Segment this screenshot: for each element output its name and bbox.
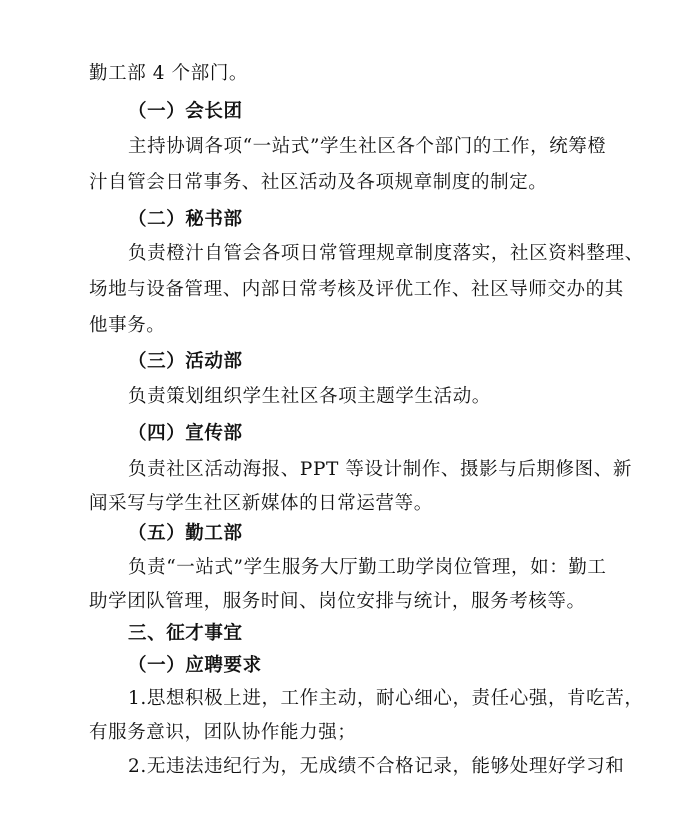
paragraph-line: 场地与设备管理、内部日常考核及评优工作、社区导师交办的其 <box>89 279 624 300</box>
section-heading-publicity: （四）宣传部 <box>128 423 243 444</box>
section-heading-workstudy: （五）勤工部 <box>128 523 243 544</box>
paragraph-line: 负责“一站式”学生服务大厅勤工助学岗位管理，如：勤工 <box>128 557 607 578</box>
section-heading-activities: （三）活动部 <box>128 351 243 372</box>
paragraph-line: 负责策划组织学生社区各项主题学生活动。 <box>128 386 491 407</box>
paragraph-line: 负责社区活动海报、PPT 等设计制作、摄影与后期修图、新 <box>128 459 632 480</box>
section-heading-secretariat: （二）秘书部 <box>128 209 243 230</box>
paragraph-line: 有服务意识，团队协作能力强； <box>89 722 357 743</box>
paragraph-line: 负责橙汁自管会各项日常管理规章制度落实，社区资料整理、 <box>128 243 644 264</box>
paragraph-line: 勤工部 4 个部门。 <box>89 63 249 84</box>
paragraph-line: 主持协调各项“一站式”学生社区各个部门的工作，统筹橙 <box>128 136 607 157</box>
section-heading-president: （一）会长团 <box>128 101 243 122</box>
paragraph-line: 1.思想积极上进，工作主动，耐心细心，责任心强，肯吃苦， <box>128 688 644 709</box>
section-heading-recruitment: 三、征才事宜 <box>128 623 243 644</box>
paragraph-line: 闻采写与学生社区新媒体的日常运营等。 <box>89 493 433 514</box>
subsection-heading-requirements: （一）应聘要求 <box>128 655 262 676</box>
paragraph-line: 2.无违法违纪行为，无成绩不合格记录，能够处理好学习和 <box>128 756 625 777</box>
paragraph-line: 助学团队管理，服务时间、岗位安排与统计，服务考核等。 <box>89 591 586 612</box>
paragraph-line: 他事务。 <box>89 315 166 336</box>
paragraph-line: 汁自管会日常事务、社区活动及各项规章制度的制定。 <box>89 172 548 193</box>
